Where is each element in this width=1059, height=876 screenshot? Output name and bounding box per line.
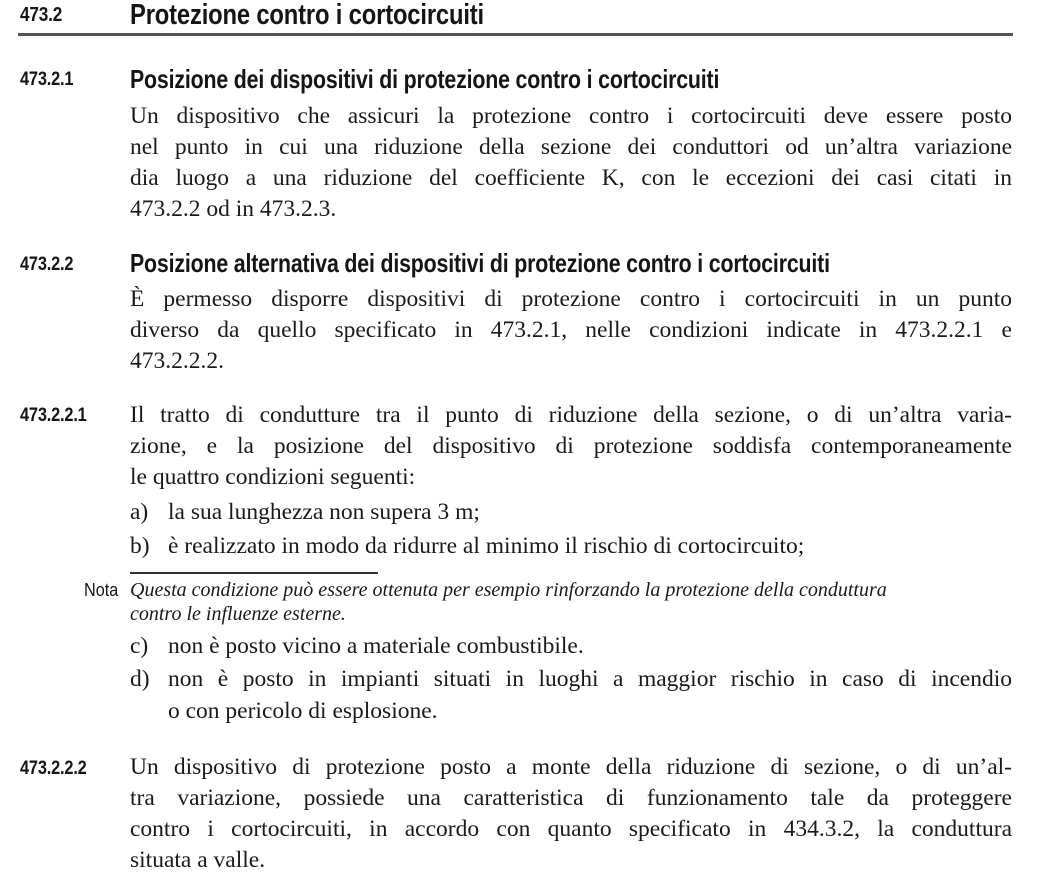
section-divider xyxy=(18,33,1013,36)
section-title: Protezione contro i cortocircuiti xyxy=(130,0,484,31)
list-marker: c) xyxy=(130,633,149,659)
subsection-number-473-2-1: 473.2.1 xyxy=(20,69,74,90)
subsection-number-473-2-2: 473.2.2 xyxy=(20,254,74,275)
list-item-text: la sua lunghezza non supera 3 m; xyxy=(168,499,480,525)
section-number: 473.2 xyxy=(20,4,63,26)
list-marker: b) xyxy=(130,533,150,559)
list-item-text: non è posto in impianti situati in luoghi a maggior rischio in caso di incendio xyxy=(168,666,1012,692)
note-text xyxy=(130,578,1012,626)
text-line: nel punto in cui una riduzione della sezione dei conduttori od un’altra variazione xyxy=(130,134,1012,160)
list-item-text: o con pericolo di esplosione. xyxy=(168,698,438,724)
note-divider xyxy=(130,572,378,574)
list-item-text: è realizzato in modo da ridurre al minimo il rischio di cortocircuito; xyxy=(168,533,805,559)
paragraph-473-2-2 xyxy=(130,284,1012,377)
text-line: le quattro condizioni seguenti: xyxy=(130,464,416,490)
list-marker: d) xyxy=(130,666,150,692)
paragraph-473-2-2-2 xyxy=(130,752,1012,876)
note-line: contro le influenze esterne. xyxy=(130,603,346,625)
clause-number-473-2-2-1: 473.2.2.1 xyxy=(20,405,87,426)
list-marker: a) xyxy=(130,499,149,525)
text-line: Un dispositivo di protezione posto a monte della riduzione di sezione, o di un’al- xyxy=(130,754,1012,780)
text-line: 473.2.2 od in 473.2.3. xyxy=(130,196,337,222)
text-line: zione, e la posizione del dispositivo di protezione soddisfa contemporaneamente xyxy=(130,433,1012,459)
clause-number-473-2-2-2: 473.2.2.2 xyxy=(20,758,87,779)
paragraph-473-2-2-1 xyxy=(130,400,1012,493)
text-line: tra variazione, possiede una caratteristica di funzionamento tale da proteggere xyxy=(130,785,1012,811)
text-line: contro i cortocircuiti, in accordo con quanto specificato in 434.3.2, la conduttura xyxy=(130,816,1012,842)
text-line: È permesso disporre dispositivi di protezione contro i cortocircuiti in un punto xyxy=(130,286,1012,312)
subsection-title-473-2-1: Posizione dei dispositivi di protezione contro i cortocircuiti xyxy=(130,64,720,94)
text-line: Il tratto di condutture tra il punto di riduzione della sezione, o di un’altra varia- xyxy=(130,402,1012,428)
text-line: 473.2.2.2. xyxy=(130,348,224,374)
paragraph-473-2-1 xyxy=(130,101,1012,225)
text-line: dia luogo a una riduzione del coefficiente K, con le eccezioni dei casi citati in xyxy=(130,165,1012,191)
text-line: Un dispositivo che assicuri la protezione contro i cortocircuiti deve essere posto xyxy=(130,103,1012,129)
note-label: Nota xyxy=(84,580,119,600)
text-line: diverso da quello specificato in 473.2.1, nelle condizioni indicate in 473.2.2.1 e xyxy=(130,317,1012,343)
subsection-title-473-2-2: Posizione alternativa dei dispositivi di protezione contro i cortocircuiti xyxy=(130,248,830,278)
list-item-text: non è posto vicino a materiale combustibile. xyxy=(168,633,584,659)
note-line: Questa condizione può essere ottenuta per esempio rinforzando la protezione della conduttura xyxy=(130,579,887,601)
text-line: situata a valle. xyxy=(130,847,266,873)
